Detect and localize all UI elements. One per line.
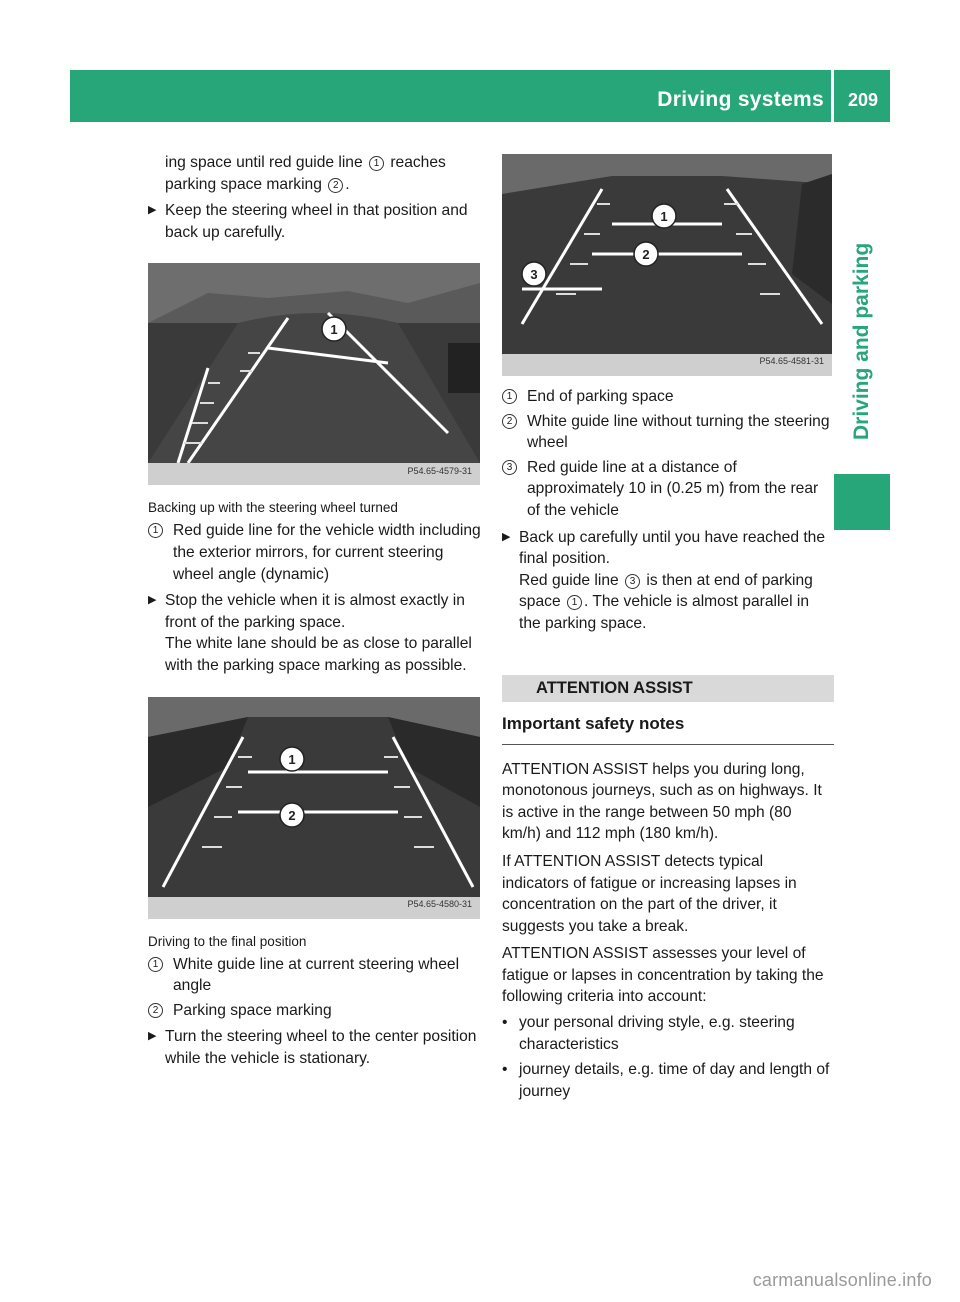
callout-marker: 1	[567, 595, 582, 610]
arrow-icon: ▶	[148, 1030, 157, 1043]
legend-item: 2 Parking space marking	[148, 1000, 482, 1022]
callout-marker: 3	[625, 574, 640, 589]
side-tab-block	[834, 474, 890, 530]
body-paragraph: ATTENTION ASSIST helps you during long, monotonous journeys, such as on highways. It is active in the range between 50 mph (80 km/h) and 112 mph (180 km/h).	[502, 760, 822, 843]
arrow-icon: ▶	[148, 204, 157, 217]
arrow-icon: ▶	[148, 594, 157, 607]
callout-marker: 1	[502, 389, 517, 404]
figure-code: P54.65-4581-31	[759, 356, 824, 367]
instruction-step: ▶ Turn the steering wheel to the center position while the vehicle is stationary.	[148, 1028, 477, 1067]
body-paragraph: If ATTENTION ASSIST detects typical indicators of fatigue or increasing lapses in concentration on the part of the driver, it suggests you take a break.	[502, 852, 797, 935]
callout-marker: 3	[502, 460, 517, 475]
camera-image-1	[148, 263, 480, 485]
figure-callout: 2	[288, 807, 296, 823]
intro-text: ing space until red guide line 1 reaches parking space marking 2 .	[165, 154, 446, 193]
bullet-item: • journey details, e.g. time of day and length of journey	[502, 1061, 830, 1100]
bullet-icon: •	[502, 1061, 508, 1079]
instruction-step: ▶ Keep the steering wheel in that position and back up carefully.	[148, 202, 468, 241]
callout-marker: 1	[148, 523, 163, 538]
figure-code: P54.65-4579-31	[407, 465, 472, 476]
callout-marker: 2	[502, 414, 517, 429]
figure-callout: 1	[288, 751, 296, 767]
arrow-icon: ▶	[502, 530, 511, 543]
camera-image-2	[148, 697, 480, 919]
legend-item: 2 White guide line without turning the steering wheel	[502, 411, 834, 454]
callout-marker: 2	[148, 1003, 163, 1018]
figure-callout: 1	[660, 209, 668, 224]
left-column	[148, 152, 482, 1070]
legend-item: 1 White guide line at current steering wheel angle	[148, 954, 482, 997]
figure-code: P54.65-4580-31	[407, 898, 472, 909]
bullet-item: • your personal driving style, e.g. steering characteristics	[502, 1014, 795, 1053]
page-number: 209	[847, 90, 879, 110]
camera-image-3	[502, 154, 832, 376]
legend-item: 1 End of parking space	[502, 386, 834, 408]
figure-callout: 1	[330, 322, 338, 338]
right-column	[502, 152, 834, 1102]
section-title: ATTENTION ASSIST	[502, 675, 834, 702]
figure-caption: Backing up with the steering wheel turned	[148, 500, 398, 516]
figure-callout: 3	[530, 267, 538, 282]
header-divider	[831, 70, 834, 122]
body-paragraph: ATTENTION ASSIST assesses your level of fatigue or lapses in concentration by taking the following criteria into account:	[502, 945, 824, 1006]
callout-marker: 2	[328, 178, 343, 193]
legend-item: 1 Red guide line for the vehicle width including the exterior mirrors, for current steering wheel angle (dynamic)	[148, 520, 482, 585]
chapter-title: Driving systems	[657, 88, 824, 111]
side-tab-label: Driving and parking	[850, 242, 873, 440]
bullet-icon: •	[502, 1014, 508, 1032]
figure-caption: Driving to the final position	[148, 933, 307, 949]
subheading: Important safety notes	[502, 712, 834, 745]
callout-marker: 1	[369, 156, 384, 171]
instruction-step: ▶ Stop the vehicle when it is almost exactly in front of the parking space. The white lane should be as close to parallel with the parking space marking as possible.	[148, 592, 472, 674]
figure-callout: 2	[642, 247, 650, 262]
watermark: carmanualsonline.info	[752, 1270, 932, 1290]
callout-marker: 1	[148, 957, 163, 972]
instruction-step: ▶ Back up carefully until you have reached the final position. Red guide line 3 is then at end of parking space 1 . The vehicle is almost parallel in the parking space.	[502, 528, 825, 632]
legend-item: 3 Red guide line at a distance of approximately 10 in (0.25 m) from the rear of the vehicle	[502, 457, 834, 522]
